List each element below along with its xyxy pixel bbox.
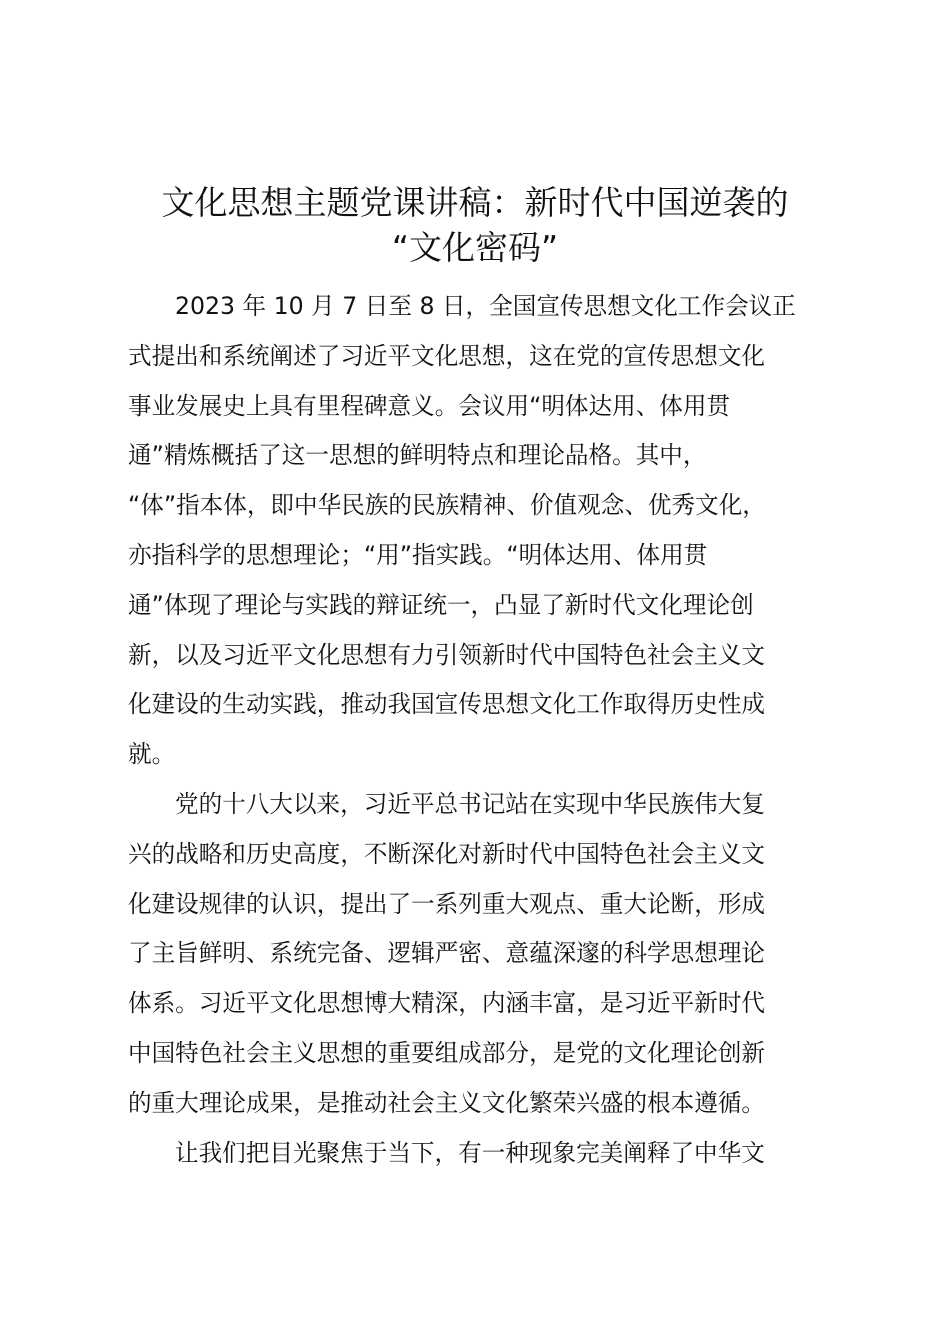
title-line-2: “文化密码” — [391, 228, 559, 267]
paragraph-line: “体”指本体，即中华民族的民族精神、价值观念、优秀文化， — [128, 491, 766, 520]
paragraph-line: 就。 — [128, 740, 176, 769]
paragraph-line: 通”体现了理论与实践的辩证统一，凸显了新时代文化理论创 — [128, 590, 754, 619]
paragraph-line: 通”精炼概括了这一思想的鲜明特点和理论品格。其中， — [128, 441, 707, 470]
paragraph-line: 让我们把目光聚焦于当下，有一种现象完美阐释了中华文 — [175, 1138, 765, 1167]
paragraph-3 — [128, 1129, 838, 1179]
paragraph-line: 体系。习近平文化思想博大精深，内涵丰富，是习近平新时代 — [128, 989, 766, 1018]
paragraph-line: 新，以及习近平文化思想有力引领新时代中国特色社会主义文 — [128, 640, 766, 669]
document-body — [128, 282, 838, 1178]
paragraph-line: 了主旨鲜明、系统完备、逻辑严密、意蕴深邃的科学思想理论 — [128, 939, 766, 968]
paragraph-line: 中国特色社会主义思想的重要组成部分，是党的文化理论创新 — [128, 1038, 766, 1067]
paragraph-line: 的重大理论成果，是推动社会主义文化繁荣兴盛的根本遵循。 — [128, 1088, 766, 1117]
paragraph-line: 式提出和系统阐述了习近平文化思想，这在党的宣传思想文化 — [128, 341, 766, 370]
paragraph-2 — [128, 780, 838, 1129]
paragraph-line: 党的十八大以来，习近平总书记站在实现中华民族伟大复 — [175, 789, 765, 818]
paragraph-line: 化建设的生动实践，推动我国宣传思想文化工作取得历史性成 — [128, 690, 766, 719]
paragraph-1 — [128, 282, 838, 780]
paragraph-line: 兴的战略和历史高度，不断深化对新时代中国特色社会主义文 — [128, 839, 766, 868]
title-line-1: 文化思想主题党课讲稿：新时代中国逆袭的 — [161, 183, 789, 222]
paragraph-line: 化建设规律的认识，提出了一系列重大观点、重大论断，形成 — [128, 889, 766, 918]
paragraph-line: 2023 年 10 月 7 日至 8 日，全国宣传思想文化工作会议正 — [175, 292, 796, 320]
paragraph-line: 亦指科学的思想理论；“用”指实践。“明体达用、体用贯 — [128, 540, 708, 569]
paragraph-line: 事业发展史上具有里程碑意义。会议用“明体达用、体用贯 — [128, 391, 731, 420]
document-title — [100, 180, 850, 270]
